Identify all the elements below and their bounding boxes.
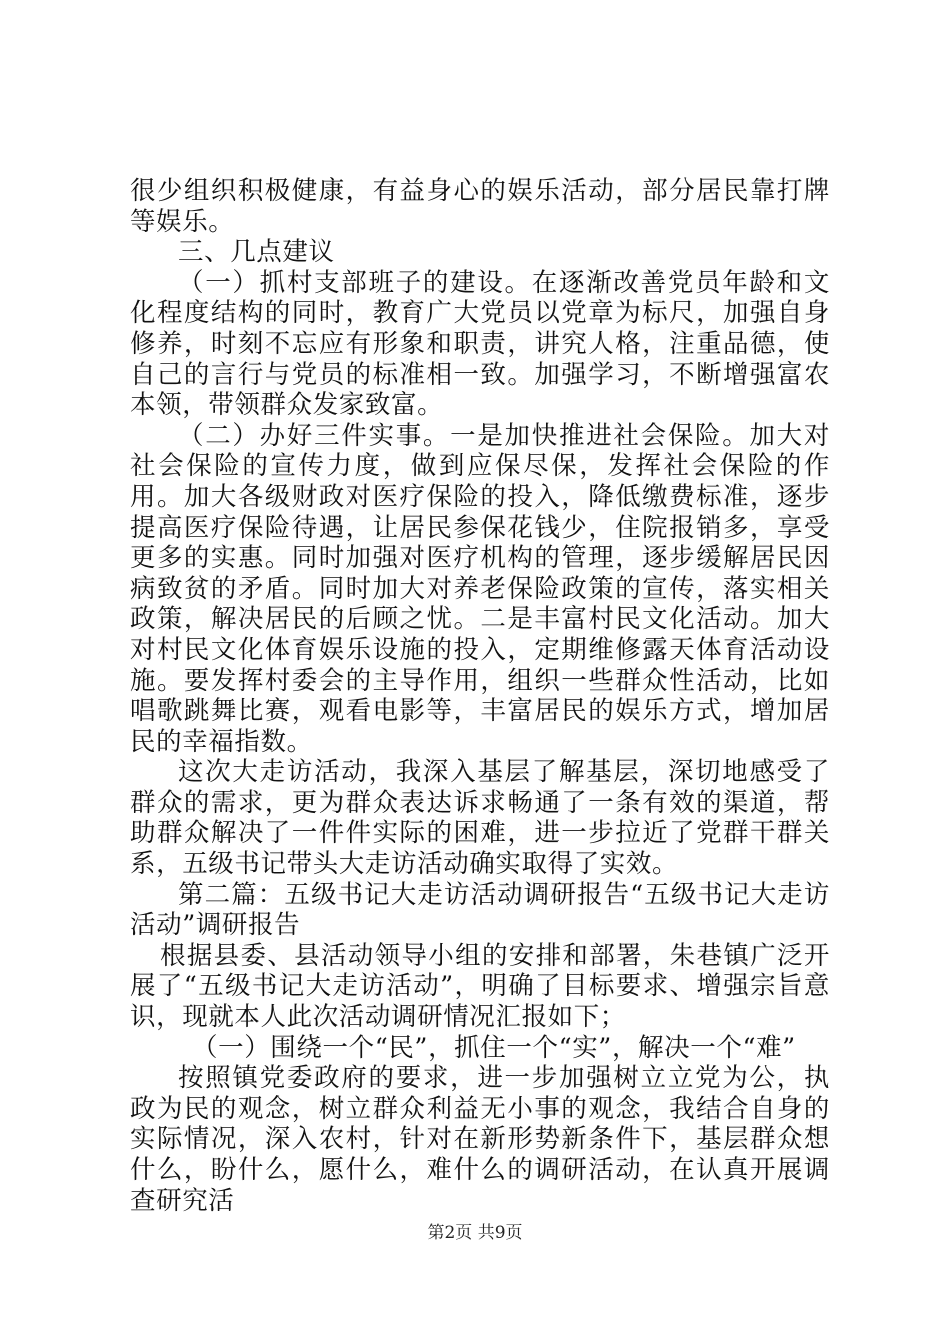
section-heading-suggestions: 三、几点建议 <box>178 237 335 268</box>
paragraph-body: 按照镇党委政府的要求，进一步加强树立立党为公，执政为民的观念，树立群众利益无小事的观念，我结合自身的实际情况，深入农村，针对在新形势新条件下，基层群众想什么，盼什么，愿什么，难什么的调研活动，在认真开展调查研究活 <box>130 1063 830 1216</box>
paragraph-intro: 根据县委、县活动领导小组的安排和部署，朱巷镇广泛开展了“五级书记大走访活动”，明确了目标要求、增强宗旨意识，现就本人此次活动调研情况汇报如下； <box>130 940 830 1033</box>
paragraph-suggestion-two: （二）办好三件实事。一是加快推进社会保险。加大对社会保险的宣传力度，做到应保尽保，发挥社会保险的作用。加大各级财政对医疗保险的投入，降低缴费标准，逐步提高医疗保险待遇，让居民参保花钱少，住院报销多，享受更多的实惠。同时加强对医疗机构的管理，逐步缓解居民因病致贫的矛盾。同时加大对养老保险政策的宣传，落实相关政策，解决居民的后顾之忧。二是丰富村民文化活动。加大对村民文化体育娱乐设施的投入，定期维修露天体育活动设施。要发挥村委会的主导作用，组织一些群众性活动，比如唱歌跳舞比赛，观看电影等，丰富居民的娱乐方式，增加居民的幸福指数。 <box>130 420 830 757</box>
page-number: 第2页 共9页 <box>427 1223 523 1243</box>
paragraph-summary: 这次大走访活动，我深入基层了解基层，深切地感受了群众的需求，更为群众表达诉求畅通了一条有效的渠道，帮助群众解决了一件件实际的困难，进一步拉近了党群干群关系，五级书记带头大走访活动确实取得了实效。 <box>130 757 830 880</box>
subheading-one: （一）围绕一个“民”，抓住一个“实”，解决一个“难” <box>192 1032 796 1063</box>
document-body <box>130 176 830 1216</box>
paragraph-continuation: 很少组织积极健康，有益身心的娱乐活动，部分居民靠打牌等娱乐。 <box>130 176 830 237</box>
heading-second-article: 第二篇：五级书记大走访活动调研报告“五级书记大走访活动”调研报告 <box>130 879 830 941</box>
paragraph-suggestion-one: （一）抓村支部班子的建设。在逐渐改善党员年龄和文化程度结构的同时，教育广大党员以党章为标尺，加强自身修养，时刻不忘应有形象和职责，讲究人格，注重品德，使自己的言行与党员的标准相一致。加强学习，不断增强富农本领，带领群众发家致富。 <box>130 267 830 421</box>
